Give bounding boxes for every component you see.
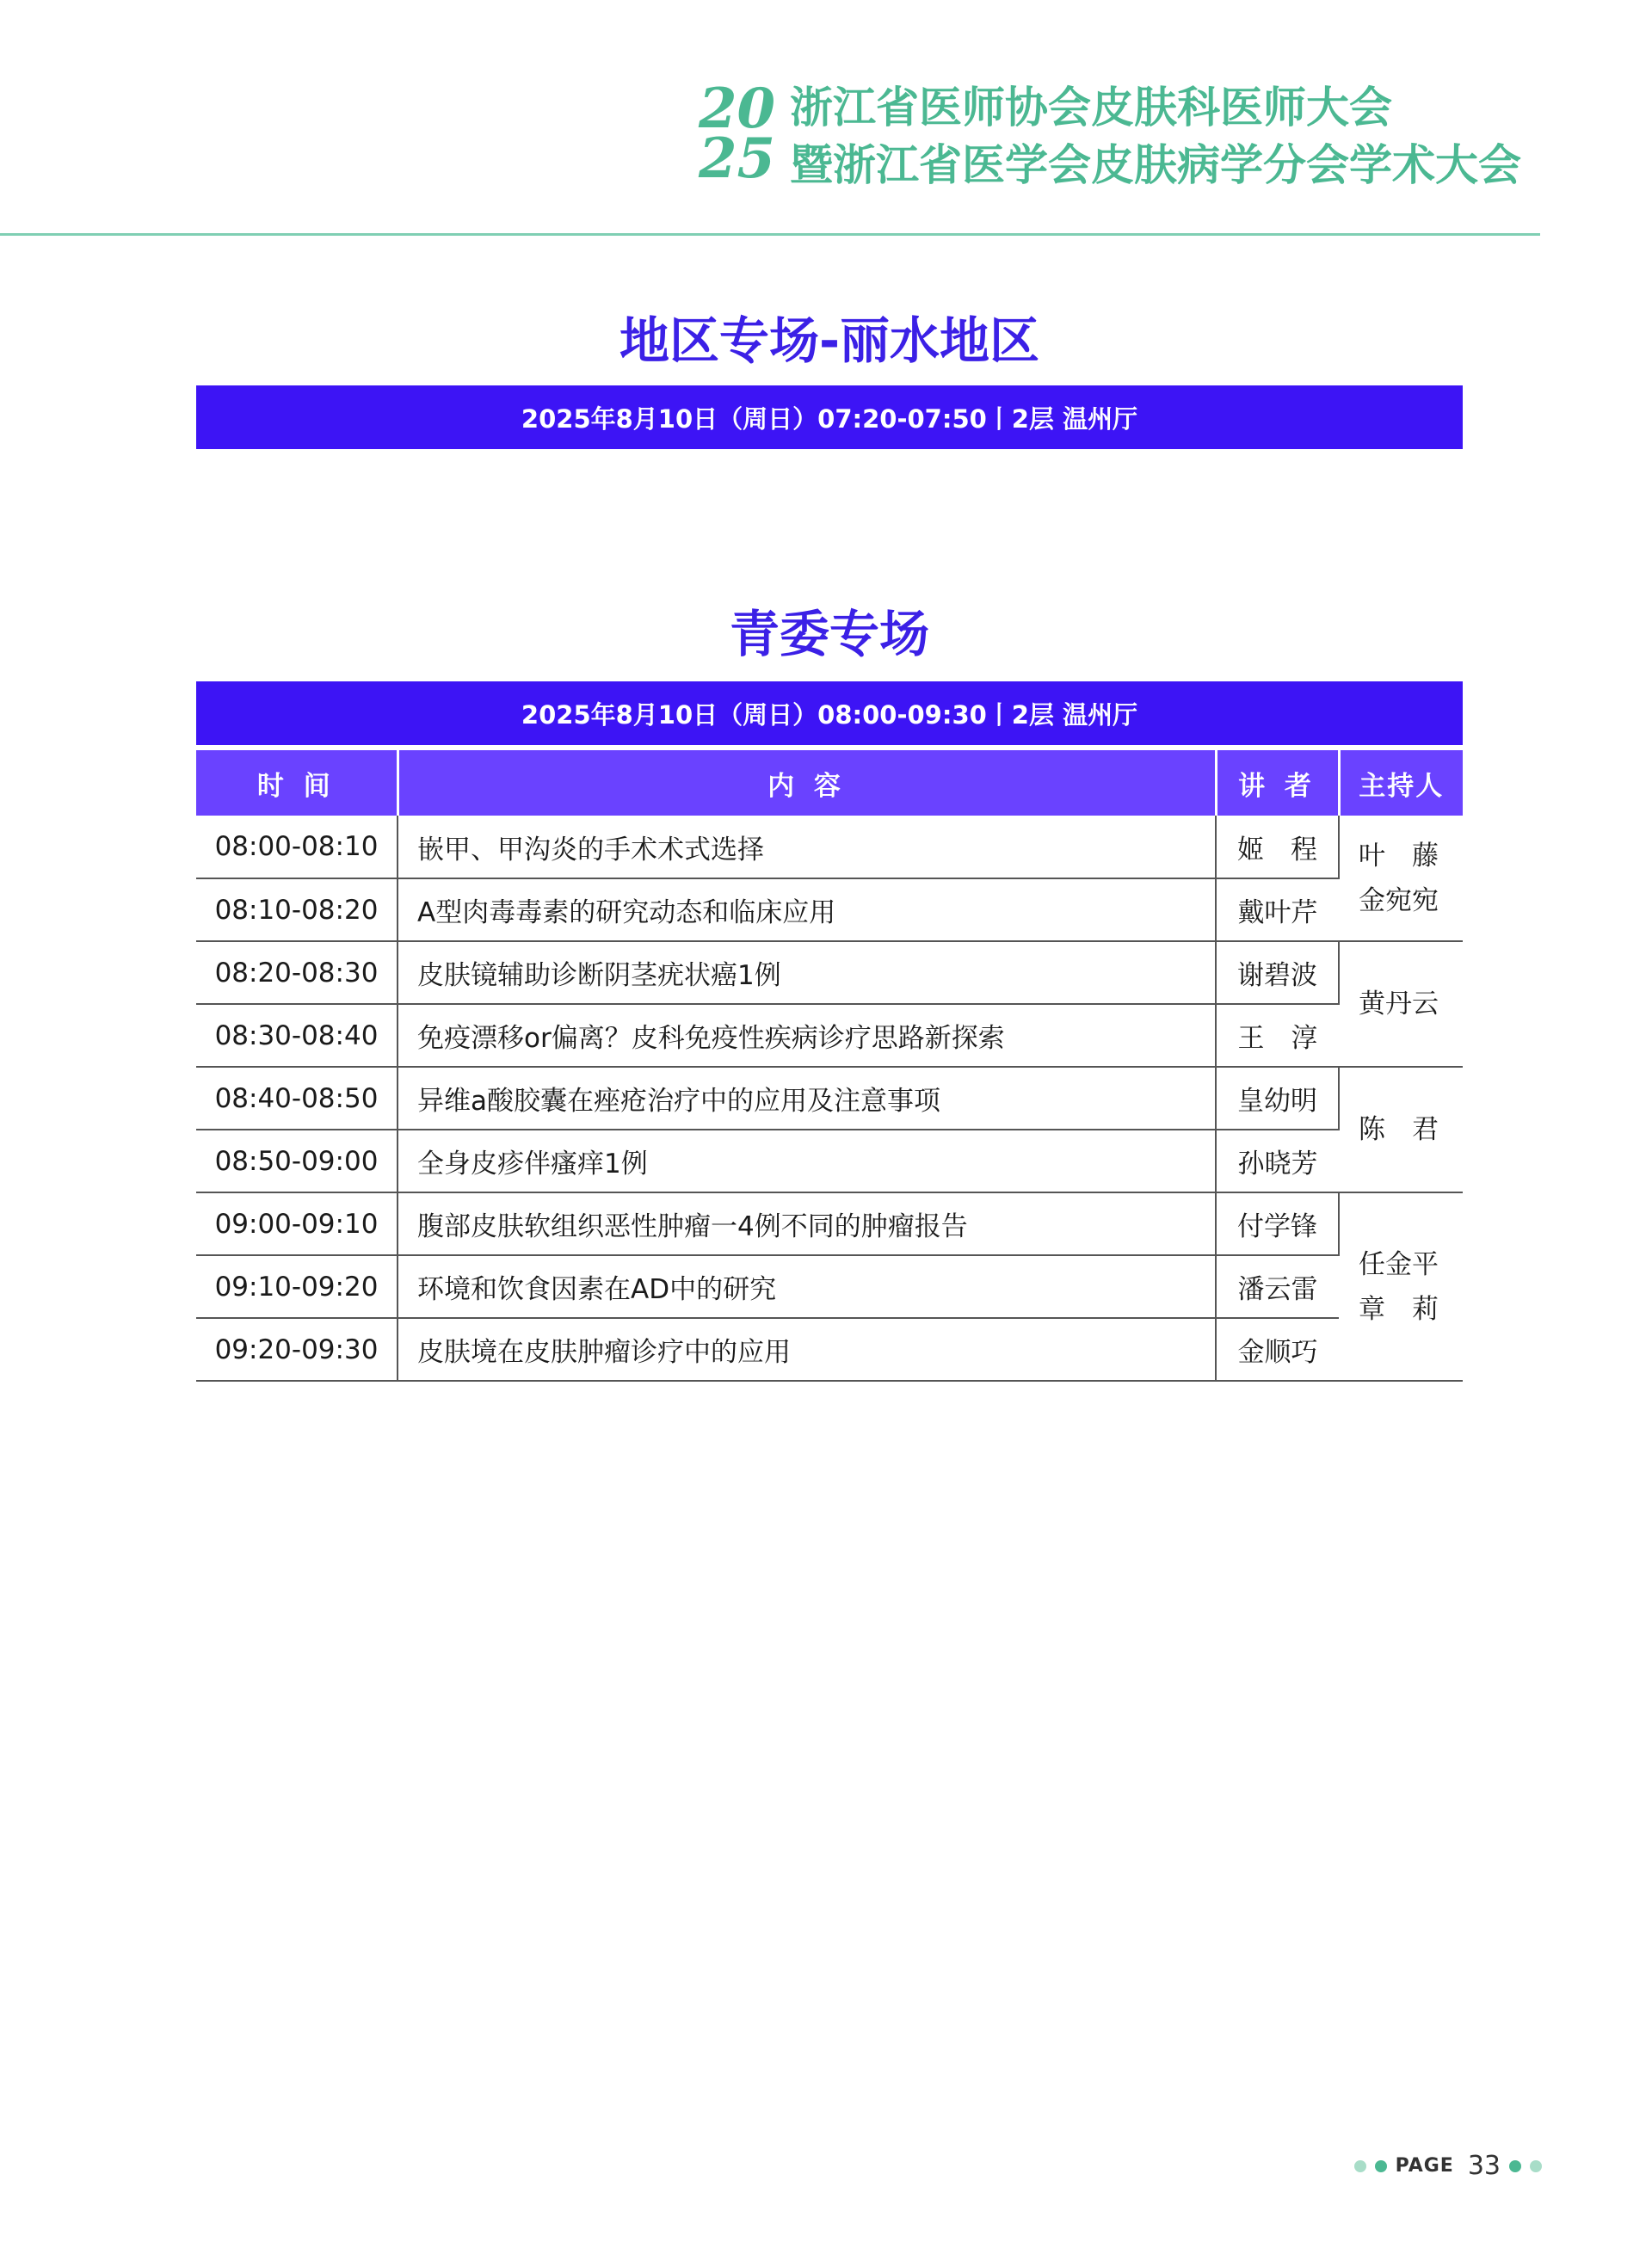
row-speaker: 潘云雷: [1216, 1255, 1339, 1318]
column-header-speaker: 讲 者: [1216, 750, 1339, 816]
header-divider: [0, 233, 1540, 236]
row-time: 08:10-08:20: [196, 878, 398, 941]
row-speaker: 付学锋: [1216, 1192, 1339, 1255]
row-content: 皮肤镜辅助诊断阴茎疣状癌1例: [398, 941, 1216, 1004]
row-speaker: 王 淳: [1216, 1004, 1339, 1067]
host-cell: [1339, 941, 1463, 1067]
page-footer: [1354, 2151, 1542, 2181]
column-header-time: 时 间: [196, 750, 398, 816]
dot-icon: [1354, 2160, 1366, 2172]
row-time: 08:40-08:50: [196, 1067, 398, 1130]
host-name: 叶 藤: [1359, 840, 1439, 872]
page-label: PAGE: [1395, 2155, 1454, 2177]
host-name: 章 莉: [1359, 1293, 1439, 1325]
row-time: 08:30-08:40: [196, 1004, 398, 1067]
row-content: 嵌甲、甲沟炎的手术术式选择: [398, 816, 1216, 878]
row-content: 异维a酸胶囊在痤疮治疗中的应用及注意事项: [398, 1067, 1216, 1130]
row-time: 09:10-09:20: [196, 1255, 398, 1318]
dot-icon: [1530, 2160, 1542, 2172]
table-row: [196, 1255, 1463, 1318]
row-speaker: 戴叶芹: [1216, 878, 1339, 941]
dot-icon: [1375, 2160, 1387, 2172]
row-content: 环境和饮食因素在AD中的研究: [398, 1255, 1216, 1318]
host-name: 陈 君: [1359, 1114, 1439, 1145]
section1-title: 地区专场-丽水地区: [619, 311, 1040, 370]
row-speaker: 皇幼明: [1216, 1067, 1339, 1130]
row-speaker: 金顺巧: [1216, 1318, 1339, 1381]
section2-title: 青委专场: [729, 605, 929, 663]
host-name: 任金平: [1359, 1248, 1439, 1280]
row-speaker: 孙晓芳: [1216, 1130, 1339, 1192]
row-time: 08:50-09:00: [196, 1130, 398, 1192]
table-row: [196, 878, 1463, 941]
table-row: [196, 1004, 1463, 1067]
agenda-table: [196, 750, 1463, 1382]
host-cell: [1339, 1067, 1463, 1192]
row-time: 08:20-08:30: [196, 941, 398, 1004]
page-header: [0, 0, 1652, 241]
row-content: A型肉毒毒素的研究动态和临床应用: [398, 878, 1216, 941]
row-time: 09:00-09:10: [196, 1192, 398, 1255]
conference-title-line1: 浙江省医师协会皮肤科医师大会: [790, 82, 1392, 132]
page-number: 33: [1467, 2151, 1501, 2181]
row-time: 08:00-08:10: [196, 816, 398, 878]
agenda-header-row: [196, 750, 1463, 816]
row-content: 腹部皮肤软组织恶性肿瘤一4例不同的肿瘤报告: [398, 1192, 1216, 1255]
column-header-host: 主持人: [1339, 750, 1463, 816]
table-row: [196, 1318, 1463, 1381]
host-cell: [1339, 816, 1463, 941]
host-cell: [1339, 1192, 1463, 1381]
row-content: 免疫漂移or偏离？皮科免疫性疾病诊疗思路新探索: [398, 1004, 1216, 1067]
row-content: 全身皮疹伴瘙痒1例: [398, 1130, 1216, 1192]
table-row: [196, 941, 1463, 1004]
row-time: 09:20-09:30: [196, 1318, 398, 1381]
table-row: [196, 816, 1463, 878]
section2-info-bar: 2025年8月10日（周日）08:00-09:30丨2层 温州厅: [196, 681, 1463, 745]
year-logo: [699, 77, 785, 194]
table-row: [196, 1130, 1463, 1192]
host-name: 金宛宛: [1359, 884, 1439, 916]
year-logo-bottom: 25: [699, 126, 776, 191]
row-speaker: 谢碧波: [1216, 941, 1339, 1004]
table-row: [196, 1192, 1463, 1255]
row-speaker: 姬 程: [1216, 816, 1339, 878]
conference-title-line2: 暨浙江省医学会皮肤病学分会学术大会: [790, 139, 1521, 190]
column-header-content: 内 容: [398, 750, 1216, 816]
dot-icon: [1509, 2160, 1521, 2172]
host-name: 黄丹云: [1359, 989, 1439, 1019]
table-row: [196, 1067, 1463, 1130]
row-content: 皮肤境在皮肤肿瘤诊疗中的应用: [398, 1318, 1216, 1381]
section1-info-bar: 2025年8月10日（周日）07:20-07:50丨2层 温州厅: [196, 385, 1463, 449]
year-logo-top: 20: [699, 77, 776, 141]
